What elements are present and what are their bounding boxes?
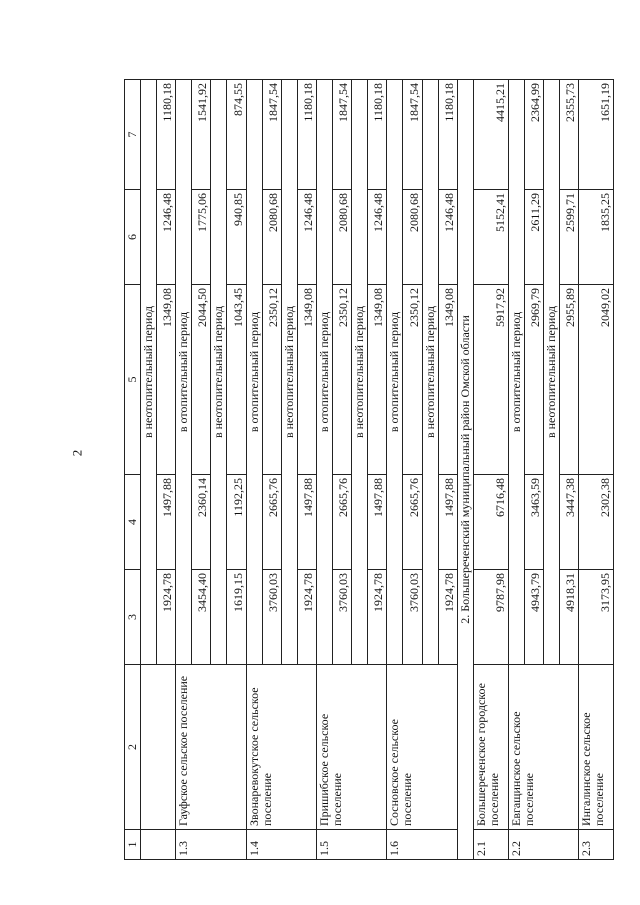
row-name: Сосновское сельское поселение [387, 665, 457, 830]
row-name: Звонаревокутское сельское поселение [246, 665, 316, 830]
row-name: Гауфское сельское поселение [176, 665, 246, 830]
value-cell: 2049,02 [579, 285, 614, 475]
tariff-table [124, 79, 614, 860]
value-cell: 1847,54 [333, 80, 352, 190]
section-title: 2. Большереченский муниципальный район Омской области [457, 80, 473, 860]
value-cell: 1651,19 [579, 80, 614, 190]
value-cell: 1180,18 [157, 80, 176, 190]
value-cell: 1246,48 [368, 190, 387, 285]
table-row [579, 80, 614, 860]
period-row [246, 80, 262, 860]
value-cell: 1180,18 [297, 80, 316, 190]
header-cell: 3 [125, 570, 141, 665]
period-row [508, 80, 524, 860]
value-cell: 2080,68 [333, 190, 352, 285]
value-cell: 3760,03 [262, 570, 281, 665]
value-cell: 1043,45 [227, 285, 246, 475]
value-cell: 3173,95 [579, 570, 614, 665]
value-cell: 3463,59 [524, 475, 543, 570]
period-label: в неотопительный период [352, 80, 368, 665]
period-label: в отопительный период [387, 80, 403, 665]
value-cell: 874,55 [227, 80, 246, 190]
period-label: в неотопительный период [211, 80, 227, 665]
value-cell: 1246,48 [438, 190, 457, 285]
value-cell: 9787,98 [473, 570, 508, 665]
period-row [176, 80, 192, 860]
value-cell: 4415,21 [473, 80, 508, 190]
section-row [457, 80, 473, 860]
value-cell: 3447,38 [559, 475, 578, 570]
value-cell: 1497,88 [438, 475, 457, 570]
value-cell: 3760,03 [333, 570, 352, 665]
value-cell: 6716,48 [473, 475, 508, 570]
value-cell: 1192,25 [227, 475, 246, 570]
value-cell: 2080,68 [262, 190, 281, 285]
header-row [125, 80, 141, 860]
value-cell: 3760,03 [403, 570, 422, 665]
value-cell: 1847,54 [262, 80, 281, 190]
header-cell: 4 [125, 475, 141, 570]
row-id: 1.4 [246, 830, 316, 860]
value-cell: 2611,29 [524, 190, 543, 285]
value-cell: 2080,68 [403, 190, 422, 285]
period-label: в неотопительный период [422, 80, 438, 665]
row-name [141, 665, 176, 830]
page-number: 2 [69, 449, 84, 457]
period-row [141, 80, 157, 860]
period-label: в неотопительный период [543, 80, 559, 665]
value-cell: 1349,08 [368, 285, 387, 475]
row-id: 2.1 [473, 830, 508, 860]
value-cell: 1541,92 [192, 80, 211, 190]
value-cell: 1497,88 [368, 475, 387, 570]
value-cell: 1775,06 [192, 190, 211, 285]
value-cell: 2350,12 [262, 285, 281, 475]
header-cell: 7 [125, 80, 141, 190]
header-cell: 2 [125, 665, 141, 830]
period-label: в отопительный период [317, 80, 333, 665]
period-label: в отопительный период [508, 80, 524, 665]
period-label: в отопительный период [246, 80, 262, 665]
row-name: Евгащинское сельское поселение [508, 665, 578, 830]
period-label: в отопительный период [176, 80, 192, 665]
value-cell: 2955,89 [559, 285, 578, 475]
value-cell: 2969,79 [524, 285, 543, 475]
value-cell: 1180,18 [438, 80, 457, 190]
value-cell: 1924,78 [297, 570, 316, 665]
row-id: 1.6 [387, 830, 457, 860]
rotated-table-wrapper [124, 80, 614, 860]
row-name: Большереченское городское поселение [473, 665, 508, 830]
value-cell: 5152,41 [473, 190, 508, 285]
value-cell: 1180,18 [368, 80, 387, 190]
value-cell: 5917,92 [473, 285, 508, 475]
value-cell: 1246,48 [297, 190, 316, 285]
value-cell: 1924,78 [368, 570, 387, 665]
row-id [141, 830, 176, 860]
value-cell: 940,85 [227, 190, 246, 285]
period-label: в неотопительный период [281, 80, 297, 665]
row-id: 1.3 [176, 830, 246, 860]
value-cell: 2302,38 [579, 475, 614, 570]
value-cell: 2350,12 [333, 285, 352, 475]
period-label: в неотопительный период [141, 80, 157, 665]
period-row [387, 80, 403, 860]
value-cell: 2360,14 [192, 475, 211, 570]
value-cell: 2355,73 [559, 80, 578, 190]
value-cell: 4918,31 [559, 570, 578, 665]
value-cell: 1497,88 [297, 475, 316, 570]
value-cell: 2350,12 [403, 285, 422, 475]
value-cell: 1619,15 [227, 570, 246, 665]
value-cell: 1349,08 [438, 285, 457, 475]
value-cell: 1924,78 [157, 570, 176, 665]
value-cell: 1497,88 [157, 475, 176, 570]
row-id: 2.3 [579, 830, 614, 860]
row-name: Пришибское сельское поселение [317, 665, 387, 830]
value-cell: 1246,48 [157, 190, 176, 285]
header-cell: 1 [125, 830, 141, 860]
value-cell: 2599,71 [559, 190, 578, 285]
value-cell: 2665,76 [262, 475, 281, 570]
table-row [473, 80, 508, 860]
value-cell: 2364,99 [524, 80, 543, 190]
header-cell: 6 [125, 190, 141, 285]
value-cell: 2044,50 [192, 285, 211, 475]
value-cell: 2665,76 [333, 475, 352, 570]
value-cell: 1349,08 [157, 285, 176, 475]
value-cell: 3454,40 [192, 570, 211, 665]
period-row [317, 80, 333, 860]
value-cell: 2665,76 [403, 475, 422, 570]
row-id: 2.2 [508, 830, 578, 860]
value-cell: 4943,79 [524, 570, 543, 665]
row-id: 1.5 [317, 830, 387, 860]
value-cell: 1924,78 [438, 570, 457, 665]
header-cell: 5 [125, 285, 141, 475]
value-cell: 1835,25 [579, 190, 614, 285]
value-cell: 1349,08 [297, 285, 316, 475]
row-name: Ингалинское сельское поселение [579, 665, 614, 830]
value-cell: 1847,54 [403, 80, 422, 190]
